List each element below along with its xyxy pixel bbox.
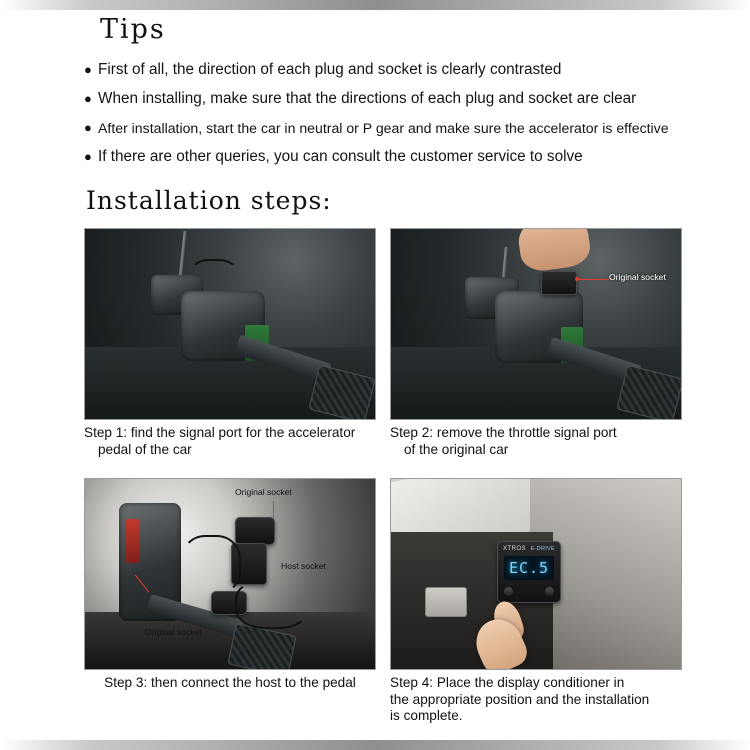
- caption-line: of the original car: [404, 441, 509, 457]
- step-3-photo: [84, 478, 376, 670]
- hand: [516, 228, 593, 274]
- tip-text: First of all, the direction of each plug and socket is clearly contrasted: [98, 61, 562, 78]
- callout-label: Original socket: [145, 627, 202, 637]
- step-3-caption: [84, 675, 376, 692]
- tips-list: [84, 60, 724, 176]
- list-item: [84, 89, 724, 109]
- device-display-value: EC.5: [508, 559, 550, 577]
- callout-dot: [575, 277, 579, 281]
- bottom-edge-gradient: [0, 740, 750, 750]
- wire-harness: [235, 579, 309, 629]
- original-socket: [541, 271, 577, 295]
- wire-harness: [181, 535, 241, 595]
- step-4-caption: [390, 675, 682, 725]
- device-button-row[interactable]: [504, 587, 554, 597]
- device-screen: [504, 556, 554, 580]
- callout-label: Original socket: [235, 487, 292, 497]
- tip-text: If there are other queries, you can consult the customer service to solve: [98, 148, 583, 165]
- step-2-photo: [390, 228, 682, 420]
- device-button-right[interactable]: [545, 587, 554, 596]
- step-1-caption: [84, 425, 376, 458]
- pedal-scene: [391, 229, 681, 419]
- step-2-caption: [390, 425, 682, 458]
- list-item: [84, 147, 724, 167]
- step-1-photo: [84, 228, 376, 420]
- tips-heading: Tips: [100, 14, 166, 45]
- car-interior-scene: [391, 479, 681, 669]
- device-button-left[interactable]: [504, 587, 513, 596]
- device-brand-label: XTROS: [503, 546, 527, 552]
- caption-line: Step 4: Place the display conditioner in: [390, 675, 625, 690]
- bullet-icon: ●: [84, 91, 92, 106]
- list-item: [84, 118, 724, 138]
- step-2-cell: [390, 228, 682, 458]
- device-subbrand-label: E-DRIVE: [530, 546, 555, 552]
- step-1-cell: [84, 228, 376, 458]
- original-socket-upper: [235, 517, 275, 545]
- top-edge-gradient: [0, 0, 750, 10]
- caption-line: Step 1: find the signal port for the accelerator: [84, 425, 356, 440]
- pedal-scene: [85, 479, 375, 669]
- list-item: [84, 60, 724, 80]
- wire-harness: [189, 259, 239, 297]
- pedal-scene: [85, 229, 375, 419]
- tip-text: When installing, make sure that the directions of each plug and socket are clear: [98, 90, 637, 107]
- caption-line: Step 2: remove the throttle signal port: [390, 425, 617, 440]
- callout-line: [577, 279, 609, 280]
- callout-label: Host socket: [281, 561, 326, 571]
- caption-line: pedal of the car: [98, 441, 192, 457]
- installation-steps-heading: Installation steps:: [86, 186, 332, 215]
- tip-text: After installation, start the car in neutral or P gear and make sure the accelerator is effective: [98, 120, 669, 136]
- bullet-icon: ●: [84, 62, 92, 77]
- step-3-cell: [84, 478, 376, 692]
- display-conditioner-device[interactable]: [497, 541, 561, 603]
- bullet-icon: ●: [84, 120, 92, 135]
- bullet-icon: ●: [84, 149, 92, 164]
- caption-line: Step 3: then connect the host to the pedal: [104, 675, 356, 690]
- callout-label: Original socket: [609, 272, 666, 282]
- caption-line: is complete.: [390, 708, 463, 723]
- step-4-photo: [390, 478, 682, 670]
- caption-line: the appropriate position and the installation: [390, 691, 650, 707]
- step-4-cell: [390, 478, 682, 725]
- switch-panel: [425, 587, 467, 617]
- red-connector: [125, 519, 139, 563]
- callout-line: [273, 501, 274, 519]
